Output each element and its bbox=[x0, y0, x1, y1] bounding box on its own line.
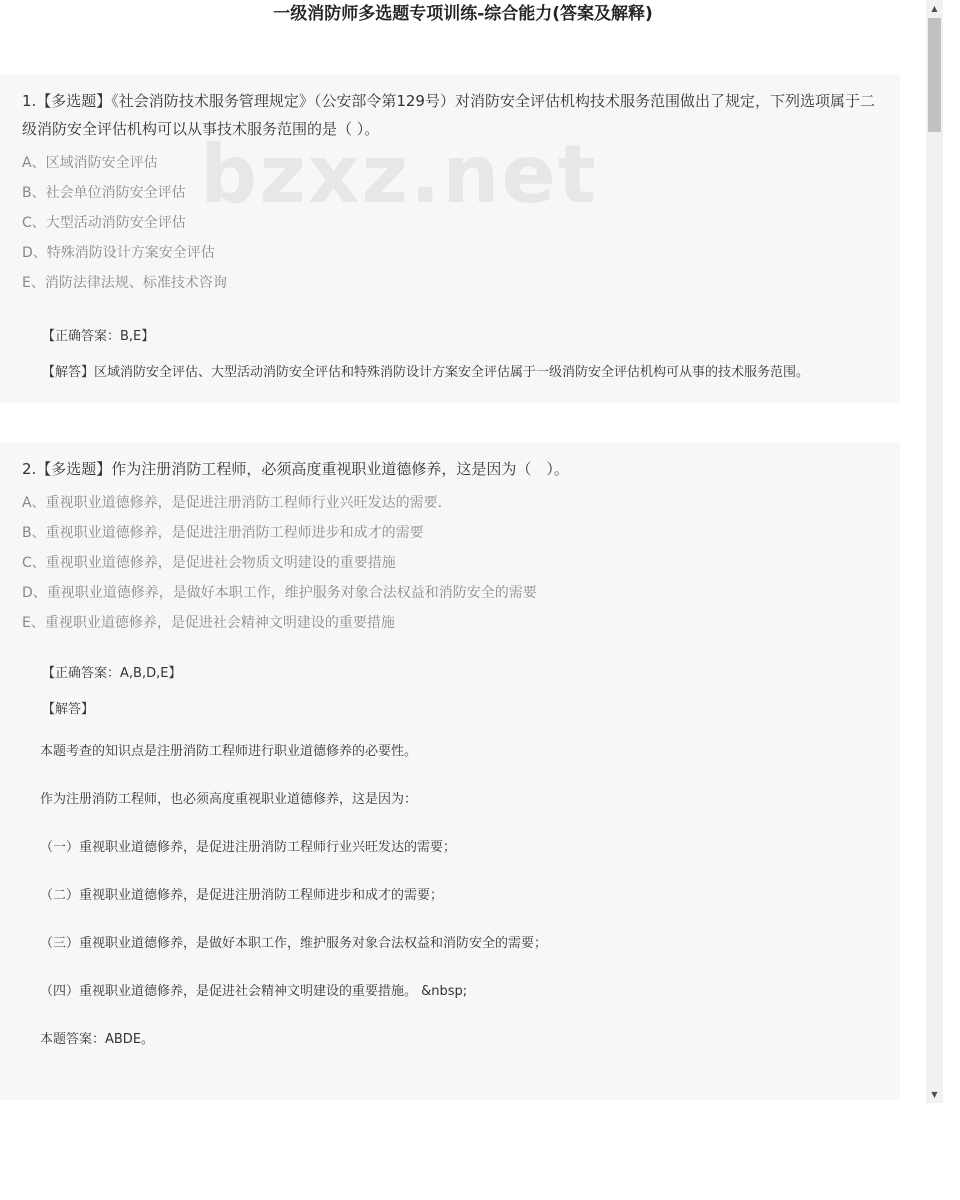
vertical-scrollbar[interactable] bbox=[926, 0, 943, 1103]
option-list bbox=[22, 148, 878, 298]
answer-block bbox=[22, 319, 878, 391]
option-b: B、社会单位消防安全评估 bbox=[22, 185, 186, 201]
question-stem: 1.【多选题】《社会消防技术服务管理规定》（公安部令第129号）对消防安全评估机构技术服务范围做出了规定，下列选项属于二级消防安全评估机构可以从事技术服务范围的是（ ）。 bbox=[22, 92, 875, 138]
explanation-line: 作为注册消防工程师，也必须高度重视职业道德修养，这是因为： bbox=[40, 792, 418, 807]
option-c: C、重视职业道德修养，是促进社会物质文明建设的重要措施 bbox=[22, 555, 396, 571]
explanation-line: （一）重视职业道德修养，是促进注册消防工程师行业兴旺发达的需要； bbox=[40, 840, 457, 855]
option-b: B、重视职业道德修养，是促进注册消防工程师进步和成才的需要 bbox=[22, 525, 424, 541]
correct-answer: 【正确答案：B,E】 bbox=[42, 329, 155, 344]
explanation: 【解答】区域消防安全评估、大型活动消防安全评估和特殊消防设计方案安全评估属于一级消防安全评估机构可从事的技术服务范围。 bbox=[42, 365, 810, 380]
scroll-down-icon[interactable]: ▼ bbox=[931, 1090, 938, 1099]
option-a: A、重视职业道德修养，是促进注册消防工程师行业兴旺发达的需要. bbox=[22, 495, 443, 511]
option-list bbox=[22, 488, 878, 638]
explanation-line: （二）重视职业道德修养，是促进注册消防工程师进步和成才的需要； bbox=[40, 888, 444, 903]
option-c: C、大型活动消防安全评估 bbox=[22, 215, 186, 231]
explanation-body bbox=[22, 740, 878, 1076]
option-e: E、消防法律法规、标准技术咨询 bbox=[22, 275, 227, 291]
explanation-line: 本题考查的知识点是注册消防工程师进行职业道德修养的必要性。 bbox=[40, 744, 418, 759]
explanation-line: （三）重视职业道德修养，是做好本职工作，维护服务对象合法权益和消防安全的需要； bbox=[40, 936, 548, 951]
explanation-heading: 【解答】 bbox=[42, 702, 95, 717]
answer-block bbox=[22, 656, 878, 728]
question-card bbox=[0, 74, 900, 403]
question-card bbox=[0, 443, 900, 1100]
option-a: A、区域消防安全评估 bbox=[22, 155, 158, 171]
page-title: 一级消防师多选题专项训练-综合能力(答案及解释) bbox=[273, 4, 653, 24]
scroll-up-icon[interactable]: ▲ bbox=[931, 4, 938, 13]
option-d: D、特殊消防设计方案安全评估 bbox=[22, 245, 215, 261]
explanation-line: （四）重视职业道德修养，是促进社会精神文明建设的重要措施。 &nbsp; bbox=[40, 984, 468, 999]
option-d: D、重视职业道德修养，是做好本职工作，维护服务对象合法权益和消防安全的需要 bbox=[22, 585, 537, 601]
scrollbar-thumb[interactable] bbox=[928, 18, 941, 132]
question-stem: 2.【多选题】作为注册消防工程师，必须高度重视职业道德修养，这是因为（ ）。 bbox=[22, 460, 569, 478]
explanation-line: 本题答案：ABDE。 bbox=[40, 1032, 155, 1047]
watermark: bzxz.net bbox=[200, 128, 598, 221]
correct-answer: 【正确答案：A,B,D,E】 bbox=[42, 666, 182, 681]
option-e: E、重视职业道德修养，是促进社会精神文明建设的重要措施 bbox=[22, 615, 395, 631]
